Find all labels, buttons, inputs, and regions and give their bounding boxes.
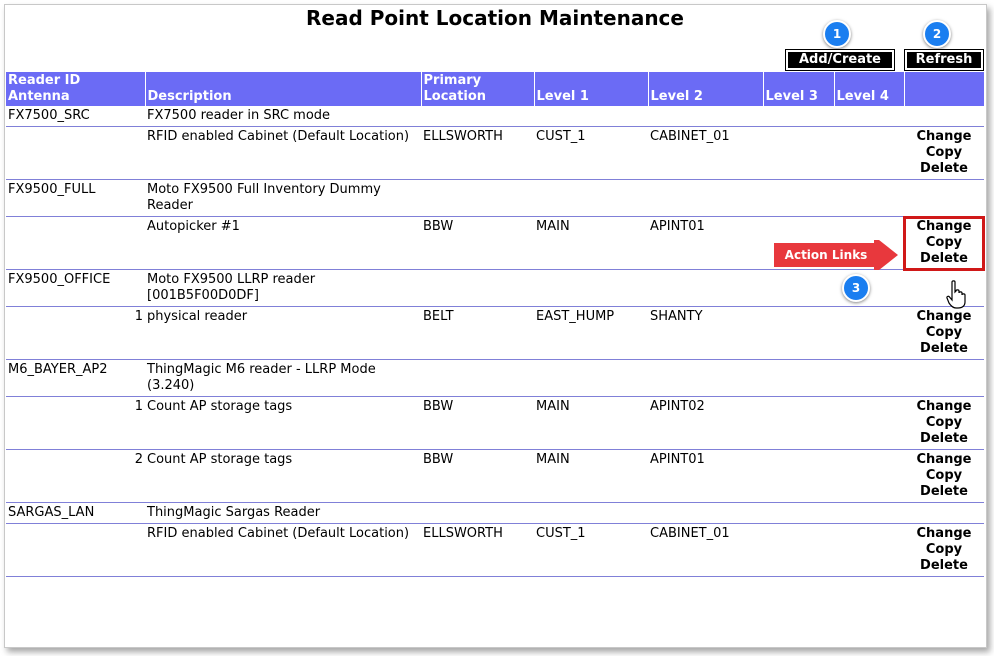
table-row: [6, 307, 984, 360]
level-4-cell: [834, 524, 904, 577]
header-level-3: Level 3: [763, 72, 834, 106]
callout-badge-2: 2: [923, 20, 951, 48]
copy-link[interactable]: Copy: [925, 542, 963, 557]
reader-id-cell: SARGAS_LAN: [6, 503, 145, 524]
level-2-cell: APINT01: [648, 450, 763, 503]
level-2-cell: [648, 106, 763, 127]
description-cell: Autopicker #1: [145, 217, 421, 270]
copy-link[interactable]: Copy: [925, 235, 963, 250]
primary-location-cell: BBW: [421, 217, 534, 270]
level-4-cell: [834, 307, 904, 360]
level-3-cell: [763, 450, 834, 503]
reader-id-cell: [6, 127, 145, 180]
delete-link[interactable]: Delete: [920, 161, 968, 176]
level-4-cell: [834, 127, 904, 180]
level-4-cell: [834, 180, 904, 217]
action-links-cell: [904, 106, 984, 127]
table-header-row: [6, 72, 984, 106]
level-1-cell: CUST_1: [534, 127, 648, 180]
primary-location-cell: [421, 180, 534, 217]
description-cell: ThingMagic Sargas Reader: [145, 503, 421, 524]
table-row: [6, 106, 984, 127]
primary-location-cell: [421, 270, 534, 307]
action-links-cell: [904, 397, 984, 450]
primary-location-cell: BBW: [421, 450, 534, 503]
primary-location-cell: BBW: [421, 397, 534, 450]
reader-id-cell: [6, 524, 145, 577]
level-3-cell: [763, 307, 834, 360]
level-1-cell: MAIN: [534, 217, 648, 270]
level-4-cell: [834, 450, 904, 503]
primary-location-cell: [421, 503, 534, 524]
header-description: Description: [145, 72, 421, 106]
header-actions: [904, 72, 984, 106]
level-2-cell: APINT02: [648, 397, 763, 450]
level-1-cell: [534, 503, 648, 524]
callout-badge-3: 3: [842, 274, 870, 302]
level-3-cell: [763, 127, 834, 180]
action-links-cell: [904, 180, 984, 217]
read-point-table: [6, 72, 985, 577]
level-3-cell: [763, 524, 834, 577]
delete-link[interactable]: Delete: [920, 251, 968, 266]
change-link[interactable]: Change: [916, 129, 972, 144]
copy-link[interactable]: Copy: [925, 415, 963, 430]
description-cell: Moto FX9500 LLRP reader [001B5F00D0DF]: [145, 270, 421, 307]
level-1-cell: [534, 106, 648, 127]
primary-location-cell: ELLSWORTH: [421, 127, 534, 180]
copy-link[interactable]: Copy: [925, 468, 963, 483]
primary-location-cell: [421, 106, 534, 127]
table-row: [6, 360, 984, 397]
action-links-cell: [904, 360, 984, 397]
change-link[interactable]: Change: [916, 309, 972, 324]
header-primary-location: Primary Location: [421, 72, 534, 106]
table-row: [6, 127, 984, 180]
level-4-cell: [834, 360, 904, 397]
level-4-cell: [834, 106, 904, 127]
description-cell: RFID enabled Cabinet (Default Location): [145, 524, 421, 577]
action-links-cell: [904, 307, 984, 360]
callout-label: Action Links: [784, 248, 868, 262]
reader-id-cell: 1: [6, 307, 145, 360]
table-row: [6, 270, 984, 307]
table-body: [6, 106, 984, 577]
action-links-cell: [904, 503, 984, 524]
change-link[interactable]: Change: [916, 526, 972, 541]
copy-link[interactable]: Copy: [925, 325, 963, 340]
level-2-cell: APINT01: [648, 217, 763, 270]
delete-link[interactable]: Delete: [920, 341, 968, 356]
delete-link[interactable]: Delete: [920, 558, 968, 573]
description-cell: Count AP storage tags: [145, 397, 421, 450]
level-3-cell: [763, 106, 834, 127]
reader-id-cell: 1: [6, 397, 145, 450]
level-4-cell: [834, 397, 904, 450]
level-2-cell: [648, 360, 763, 397]
level-2-cell: [648, 180, 763, 217]
reader-id-cell: 2: [6, 450, 145, 503]
level-1-cell: [534, 360, 648, 397]
level-3-cell: [763, 180, 834, 217]
level-2-cell: SHANTY: [648, 307, 763, 360]
primary-location-cell: ELLSWORTH: [421, 524, 534, 577]
level-1-cell: MAIN: [534, 450, 648, 503]
description-cell: ThingMagic M6 reader - LLRP Mode (3.240): [145, 360, 421, 397]
level-3-cell: [763, 360, 834, 397]
table-row: [6, 503, 984, 524]
reader-id-cell: [6, 217, 145, 270]
hand-cursor-icon: [946, 280, 968, 310]
level-2-cell: CABINET_01: [648, 127, 763, 180]
description-cell: Count AP storage tags: [145, 450, 421, 503]
primary-location-cell: BELT: [421, 307, 534, 360]
level-1-cell: [534, 270, 648, 307]
level-2-cell: CABINET_01: [648, 524, 763, 577]
table-row: [6, 524, 984, 577]
action-links-cell: [904, 450, 984, 503]
refresh-button[interactable]: Refresh: [905, 50, 983, 70]
level-1-cell: EAST_HUMP: [534, 307, 648, 360]
reader-id-cell: M6_BAYER_AP2: [6, 360, 145, 397]
action-links-cell: [904, 524, 984, 577]
action-links-cell: [904, 127, 984, 180]
table-row: [6, 180, 984, 217]
table-row: [6, 450, 984, 503]
delete-link[interactable]: Delete: [920, 484, 968, 499]
delete-link[interactable]: Delete: [920, 431, 968, 446]
header-reader-id: Reader ID Antenna: [6, 72, 145, 106]
header-level-4: Level 4: [834, 72, 904, 106]
description-cell: FX7500 reader in SRC mode: [145, 106, 421, 127]
copy-link[interactable]: Copy: [925, 145, 963, 160]
level-2-cell: [648, 270, 763, 307]
reader-id-cell: FX9500_FULL: [6, 180, 145, 217]
level-3-cell: [763, 397, 834, 450]
level-1-cell: CUST_1: [534, 524, 648, 577]
table-row: [6, 397, 984, 450]
page-title: Read Point Location Maintenance: [306, 6, 684, 30]
add-create-button[interactable]: Add/Create: [786, 50, 894, 70]
reader-id-cell: FX7500_SRC: [6, 106, 145, 127]
description-cell: RFID enabled Cabinet (Default Location): [145, 127, 421, 180]
callout-badge-1: 1: [823, 20, 851, 48]
reader-id-cell: FX9500_OFFICE: [6, 270, 145, 307]
action-links-cell: [904, 217, 984, 270]
change-link[interactable]: Change: [916, 219, 972, 234]
description-cell: Moto FX9500 Full Inventory Dummy Reader: [145, 180, 421, 217]
level-3-cell: [763, 503, 834, 524]
action-links-callout: [774, 240, 902, 270]
level-1-cell: [534, 180, 648, 217]
level-4-cell: [834, 503, 904, 524]
primary-location-cell: [421, 360, 534, 397]
action-links-cell: [904, 270, 984, 307]
description-cell: physical reader: [145, 307, 421, 360]
header-level-2: Level 2: [648, 72, 763, 106]
level-3-cell: [763, 270, 834, 307]
header-level-1: Level 1: [534, 72, 648, 106]
change-link[interactable]: Change: [916, 399, 972, 414]
level-1-cell: MAIN: [534, 397, 648, 450]
change-link[interactable]: Change: [916, 452, 972, 467]
level-2-cell: [648, 503, 763, 524]
